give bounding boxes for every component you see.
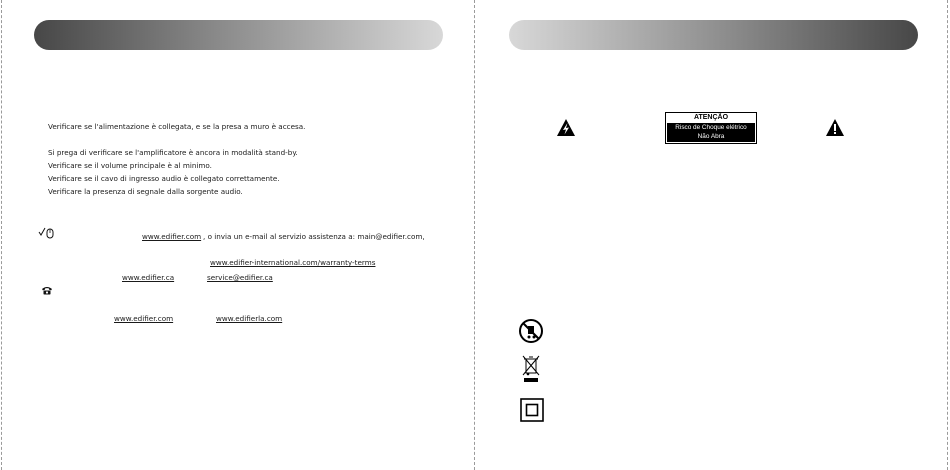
warning-label-title: ATENÇÃO (693, 114, 729, 121)
troubleshoot-cable: Verificare se il cavo di ingresso audio è collegato correttamente. (48, 174, 280, 183)
troubleshoot-volume: Verificare se il volume principale è al minimo. (48, 161, 212, 170)
left-header-bar (34, 20, 443, 50)
troubleshoot-signal: Verificare la presenza di segnale dalla sorgente audio. (48, 187, 243, 196)
lightning-triangle-icon (556, 118, 576, 137)
right-header-bar (509, 20, 918, 50)
telephone-icon (41, 286, 53, 295)
page-edge-middle (474, 0, 475, 470)
warning-label-body (667, 123, 755, 142)
warranty-link[interactable]: www.edifier-international.com/warranty-terms (210, 258, 376, 267)
warning-label-line2: Não Abra (697, 133, 725, 140)
exclamation-triangle-icon (825, 118, 845, 137)
usa-website-link[interactable]: www.edifier.com (114, 314, 174, 323)
weee-bin-icon (521, 354, 541, 384)
troubleshoot-power: Verificare se l'alimentazione è collegata, e se la presa a muro è accesa. (48, 122, 306, 131)
canada-email-link[interactable]: service@edifier.ca (207, 273, 273, 282)
canada-website-link[interactable]: www.edifier.ca (122, 273, 175, 282)
left-page (0, 0, 474, 470)
website-link[interactable]: www.edifier.com (142, 232, 202, 241)
warning-label-line1: Risco de Choque elétrico (675, 124, 747, 131)
double-insulation-icon (520, 398, 544, 422)
mouse-click-icon (38, 226, 56, 240)
latam-website-link[interactable]: www.edifierla.com (216, 314, 283, 323)
email-text: , o invia un e-mail al servizio assistenza a: main@edifier.com, (203, 232, 425, 241)
troubleshoot-standby: Si prega di verificare se l'amplificatore è ancora in modalità stand-by. (48, 148, 298, 157)
no-cart-tipover-icon (518, 318, 544, 344)
warning-label (665, 112, 757, 144)
right-page (476, 0, 950, 470)
